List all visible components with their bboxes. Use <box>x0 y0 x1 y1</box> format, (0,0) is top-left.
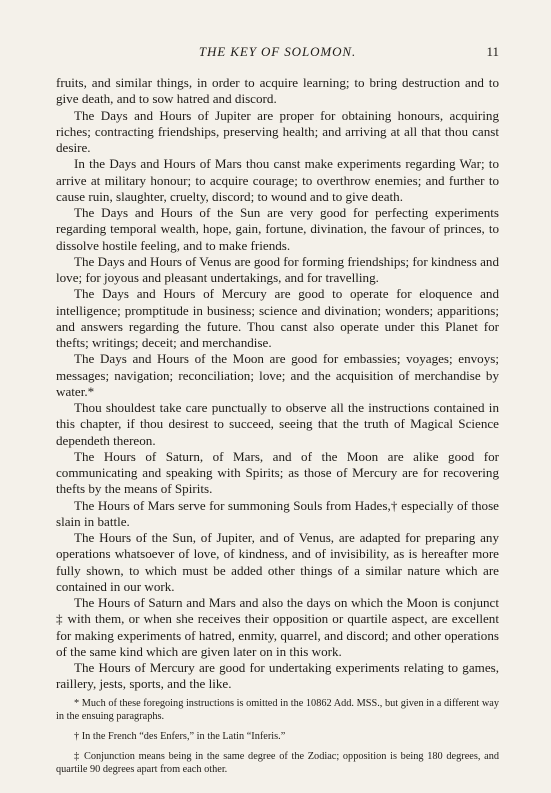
paragraph: The Days and Hours of Jupiter are proper for obtaining honours, acquiring riches; contracting friendships, preserving health; and arriving at all that thou canst desire. <box>56 107 499 155</box>
paragraph: Thou shouldest take care punctually to observe all the instructions contained in this chapter, if thou desirest to succeed, seeing that the truth of Magical Science dependeth thereon. <box>56 400 499 448</box>
footnote: * Much of these foregoing instructions is omitted in the 10862 Add. MSS., but given in a different way in the ensuing paragraphs. <box>56 698 499 722</box>
paragraph: The Days and Hours of Venus are good for forming friendships; for kindness and love; for joyous and pleasant undertakings, and for travelling. <box>56 253 499 285</box>
footnotes <box>56 697 499 783</box>
main-text <box>56 75 499 693</box>
paragraph: In the Days and Hours of Mars thou canst make experiments regarding War; to arrive at military honour; to acquire courage; to overthrow enemies; and further to cause ruin, slaughter, cruelty, discord; to wound and to give death. <box>56 156 499 204</box>
page-header <box>56 44 499 62</box>
paragraph: The Hours of Mercury are good for undertaking experiments relating to games, raillery, jests, sports, and the like. <box>56 660 499 692</box>
paragraph: The Hours of the Sun, of Jupiter, and of Venus, are adapted for preparing any operations whatsoever of love, of kindness, and of invisibility, as is hereafter more fully shown, to which must be added other things of a similar nature which are contained in our work. <box>56 530 499 594</box>
paragraph: fruits, and similar things, in order to acquire learning; to bring destruction and to give death, and to sow hatred and discord. <box>56 75 499 107</box>
paragraph: The Hours of Saturn, of Mars, and of the Moon are alike good for communicating and speaking with Spirits; as those of Mercury are for recovering thefts by the means of Spirits. <box>56 448 499 497</box>
paragraph: The Hours of Saturn and Mars and also the days on which the Moon is conjunct ‡ with them, or when she receives their opposition or quartile aspect, are excellent for making experiments of hatred, enmity, quarrel, and discord; and other operations of the same kind which are given later on in this work. <box>56 595 499 659</box>
paragraph: The Days and Hours of the Sun are very good for perfecting experiments regarding temporal wealth, hope, gain, fortune, divination, the favour of princes, to dissolve hostile feeling, and to make friends. <box>56 205 499 253</box>
page-number: 11 <box>486 44 499 59</box>
paragraph: The Days and Hours of Mercury are good to operate for eloquence and intelligence; promptitude in business; science and divination; wonders; apparitions; and answers regarding the future. Thou canst also operate under this Planet for thefts; writings; deceit; and merchandise. <box>56 286 499 350</box>
running-title: THE KEY OF SOLOMON. <box>198 44 357 59</box>
paragraph: The Days and Hours of the Moon are good for embassies; voyages; envoys; messages; navigation; reconciliation; love; and the acquisition of merchandise by water.* <box>56 351 499 399</box>
footnote: ‡ Conjunction means being in the same degree of the Zodiac; opposition is being 180 degrees, and quartile 90 degrees apart from each other. <box>56 751 499 775</box>
paragraph: The Hours of Mars serve for summoning Souls from Hades,† especially of those slain in battle. <box>56 497 499 529</box>
footnote: † In the French “des Enfers,” in the Latin “Inferis.” <box>74 731 286 742</box>
